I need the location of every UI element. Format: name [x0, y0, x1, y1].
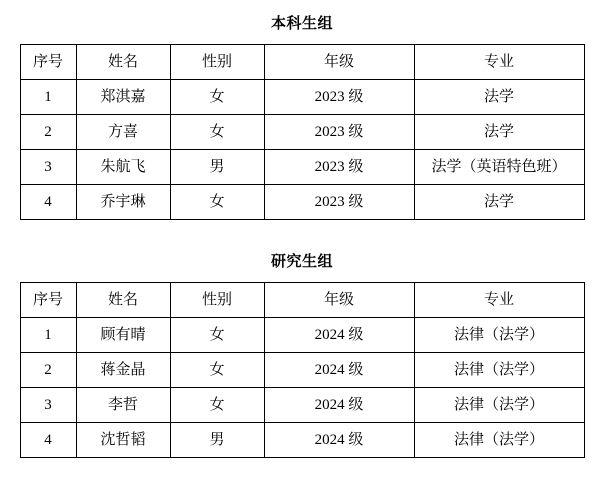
cell-major: 法律（法学）: [414, 423, 584, 458]
table-header-row: [20, 283, 584, 318]
cell-name: 朱航飞: [76, 150, 170, 185]
cell-name: 沈哲韬: [76, 423, 170, 458]
cell-major: 法学: [414, 80, 584, 115]
section-graduate: [0, 250, 604, 458]
cell-grade: 2023 级: [264, 80, 414, 115]
document-page: [0, 12, 604, 499]
cell-gender: 女: [170, 318, 264, 353]
column-header-no: 序号: [20, 283, 76, 318]
section-title-graduate: 研究生组: [270, 253, 333, 270]
cell-grade: 2023 级: [264, 185, 414, 220]
table-row: [20, 80, 584, 115]
column-header-name: 姓名: [76, 45, 170, 80]
table-row: [20, 185, 584, 220]
column-header-no: 序号: [20, 45, 76, 80]
column-header-major: 专业: [414, 283, 584, 318]
cell-no: 1: [20, 318, 76, 353]
cell-major: 法学: [414, 115, 584, 150]
cell-grade: 2024 级: [264, 423, 414, 458]
cell-name: 郑淇嘉: [76, 80, 170, 115]
section-title-undergraduate: 本科生组: [270, 15, 333, 32]
table-header-row: [20, 45, 584, 80]
column-header-gender: 性别: [170, 45, 264, 80]
cell-major: 法律（法学）: [414, 388, 584, 423]
cell-no: 4: [20, 185, 76, 220]
cell-no: 3: [20, 150, 76, 185]
column-header-name: 姓名: [76, 283, 170, 318]
cell-grade: 2024 级: [264, 353, 414, 388]
column-header-grade: 年级: [264, 283, 414, 318]
cell-gender: 女: [170, 115, 264, 150]
cell-gender: 女: [170, 353, 264, 388]
column-header-gender: 性别: [170, 283, 264, 318]
table-row: [20, 423, 584, 458]
table-row: [20, 353, 584, 388]
cell-grade: 2024 级: [264, 318, 414, 353]
cell-grade: 2024 级: [264, 388, 414, 423]
cell-no: 1: [20, 80, 76, 115]
table-row: [20, 388, 584, 423]
section-undergraduate: [0, 12, 604, 220]
cell-gender: 女: [170, 388, 264, 423]
cell-name: 蒋金晶: [76, 353, 170, 388]
table-row: [20, 150, 584, 185]
cell-major: 法学: [414, 185, 584, 220]
cell-name: 顾有晴: [76, 318, 170, 353]
cell-major: 法律（法学）: [414, 353, 584, 388]
cell-gender: 女: [170, 80, 264, 115]
cell-grade: 2023 级: [264, 150, 414, 185]
cell-no: 2: [20, 353, 76, 388]
cell-major: 法律（法学）: [414, 318, 584, 353]
column-header-grade: 年级: [264, 45, 414, 80]
cell-no: 2: [20, 115, 76, 150]
cell-name: 李哲: [76, 388, 170, 423]
cell-major: 法学（英语特色班）: [414, 150, 584, 185]
cell-gender: 女: [170, 185, 264, 220]
cell-no: 3: [20, 388, 76, 423]
table-row: [20, 318, 584, 353]
table-graduate: [20, 282, 585, 458]
cell-gender: 男: [170, 150, 264, 185]
table-undergraduate: [20, 44, 585, 220]
cell-gender: 男: [170, 423, 264, 458]
column-header-major: 专业: [414, 45, 584, 80]
cell-name: 乔宇琳: [76, 185, 170, 220]
section-spacer: [0, 220, 604, 250]
cell-grade: 2023 级: [264, 115, 414, 150]
table-row: [20, 115, 584, 150]
cell-no: 4: [20, 423, 76, 458]
cell-name: 方喜: [76, 115, 170, 150]
